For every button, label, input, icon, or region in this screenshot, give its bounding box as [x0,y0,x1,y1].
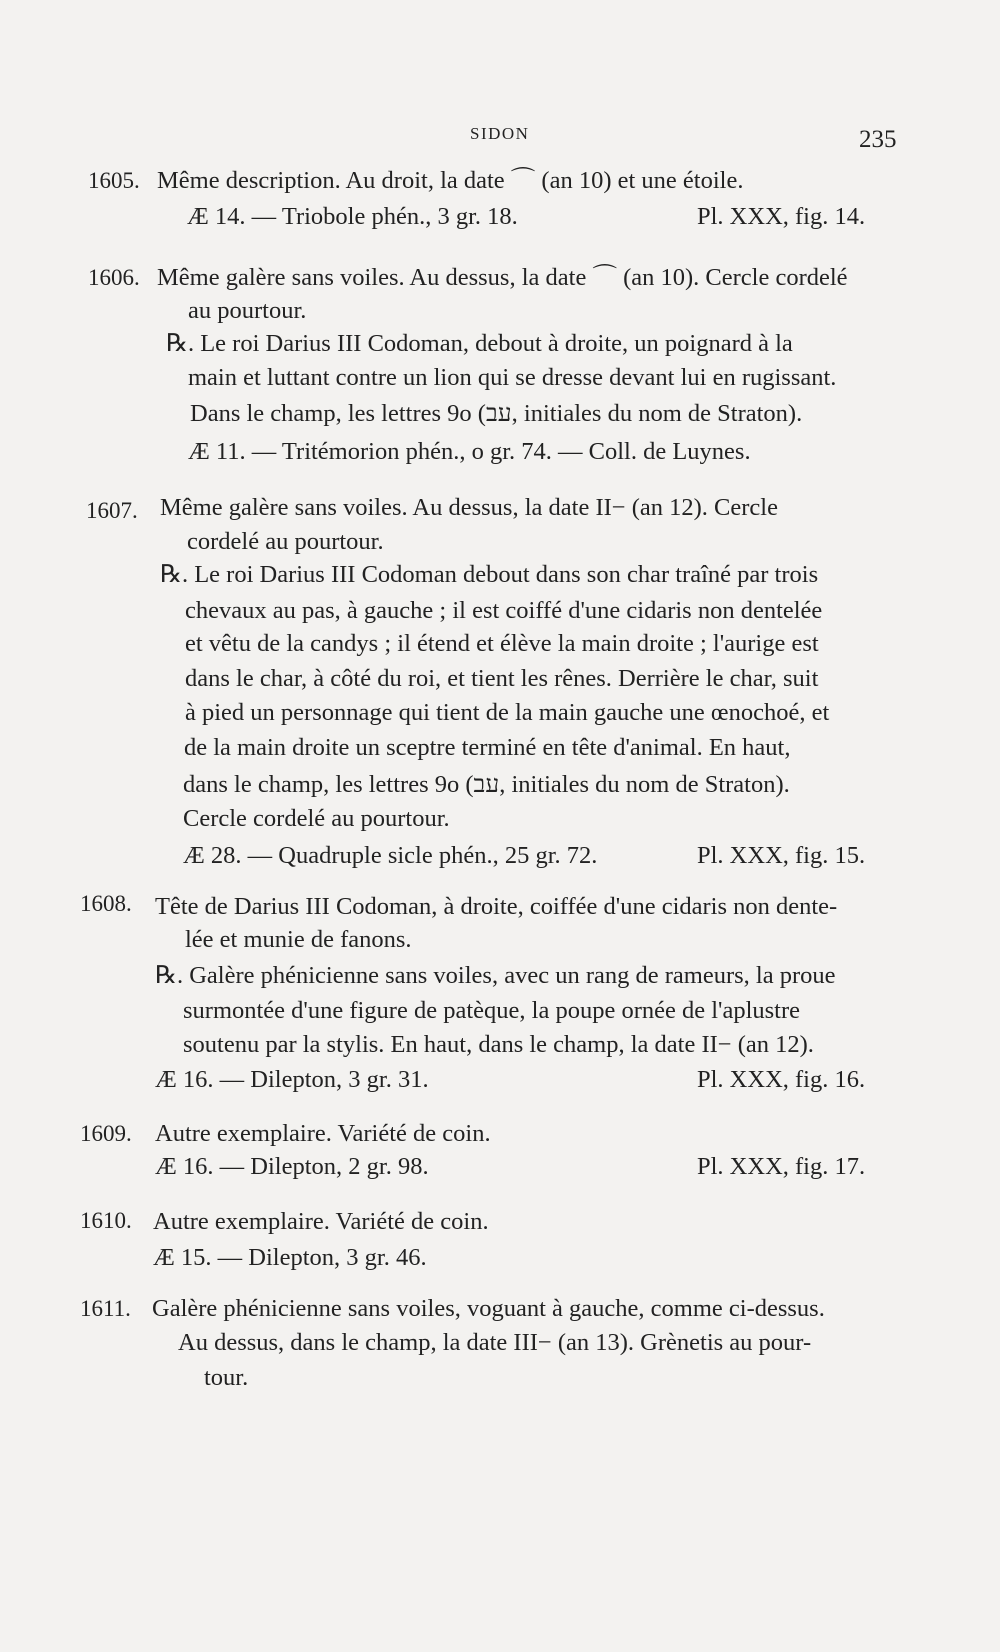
plate-reference: Pl. XXX, fig. 16. [697,1066,866,1093]
entry-line: Même description. Au droit, la date ⌒ (an 10) et une étoile. [157,167,744,194]
entry-line: Æ 16. — Dilepton, 2 gr. 98. [155,1153,429,1180]
plate-reference: Pl. XXX, fig. 14. [697,203,866,230]
entry-line: dans le char, à côté du roi, et tient les rênes. Derrière le char, suit [185,665,819,692]
entry-line: Dans le champ, les lettres 9o (עב, initiales du nom de Straton). [190,400,803,427]
entry-line: surmontée d'une figure de patèque, la poupe ornée de l'aplustre [183,997,801,1024]
plate-reference: Pl. XXX, fig. 15. [697,842,866,869]
entry-line: ℞. Galère phénicienne sans voiles, avec un rang de rameurs, la proue [155,962,836,989]
entry-line: de la main droite un sceptre terminé en tête d'animal. En haut, [184,734,791,761]
plate-reference: Pl. XXX, fig. 17. [697,1153,866,1180]
entry-line: Galère phénicienne sans voiles, voguant à gauche, comme ci-dessus. [152,1295,825,1322]
entry-number: 1605. [88,168,140,193]
entry-number: 1610. [80,1208,132,1233]
entry-line: Même galère sans voiles. Au dessus, la date ⌒ (an 10). Cercle cordelé [157,264,848,291]
entry-line: Autre exemplaire. Variété de coin. [153,1208,489,1235]
entry-line: cordelé au pourtour. [187,528,384,555]
entry-line: au pourtour. [188,297,307,324]
running-head: SIDON [470,124,530,143]
entry-line: et vêtu de la candys ; il étend et élève la main droite ; l'aurige est [185,630,819,657]
entry-line: à pied un personnage qui tient de la main gauche une œnochoé, et [185,699,830,726]
entry-line: ℞. Le roi Darius III Codoman debout dans son char traîné par trois [160,561,819,588]
entry-line: lée et munie de fanons. [185,926,412,953]
entry-line: Au dessus, dans le champ, la date III− (an 13). Grènetis au pour- [178,1329,812,1356]
entry-number: 1608. [80,891,132,916]
entry-line: Cercle cordelé au pourtour. [183,805,450,832]
entry-line: main et luttant contre un lion qui se dresse devant lui en rugissant. [188,364,837,391]
entry-line: Tête de Darius III Codoman, à droite, coiffée d'une cidaris non dente- [155,893,838,920]
entry-line: Æ 16. — Dilepton, 3 gr. 31. [155,1066,429,1093]
entry-line: Æ 11. — Tritémorion phén., o gr. 74. — Coll. de Luynes. [188,438,751,465]
entry-line: ℞. Le roi Darius III Codoman, debout à droite, un poignard à la [166,330,793,357]
entry-line: Même galère sans voiles. Au dessus, la date II− (an 12). Cercle [160,494,778,521]
entry-line: Æ 28. — Quadruple sicle phén., 25 gr. 72. [183,842,598,869]
entry-line: Æ 15. — Dilepton, 3 gr. 46. [153,1244,427,1271]
entry-line: chevaux au pas, à gauche ; il est coiffé d'une cidaris non dentelée [185,597,823,624]
entry-line: Æ 14. — Triobole phén., 3 gr. 18. [187,203,518,230]
entry-line: soutenu par la stylis. En haut, dans le champ, la date II− (an 12). [183,1031,814,1058]
entry-line: dans le champ, les lettres 9o (עב, initiales du nom de Straton). [183,771,790,798]
entry-number: 1606. [88,265,140,290]
entry-number: 1607. [86,498,138,523]
entry-number: 1609. [80,1121,132,1146]
entry-line: tour. [204,1364,249,1391]
entry-line: Autre exemplaire. Variété de coin. [155,1120,491,1147]
entry-number: 1611. [80,1296,131,1321]
page-number: 235 [859,126,897,153]
